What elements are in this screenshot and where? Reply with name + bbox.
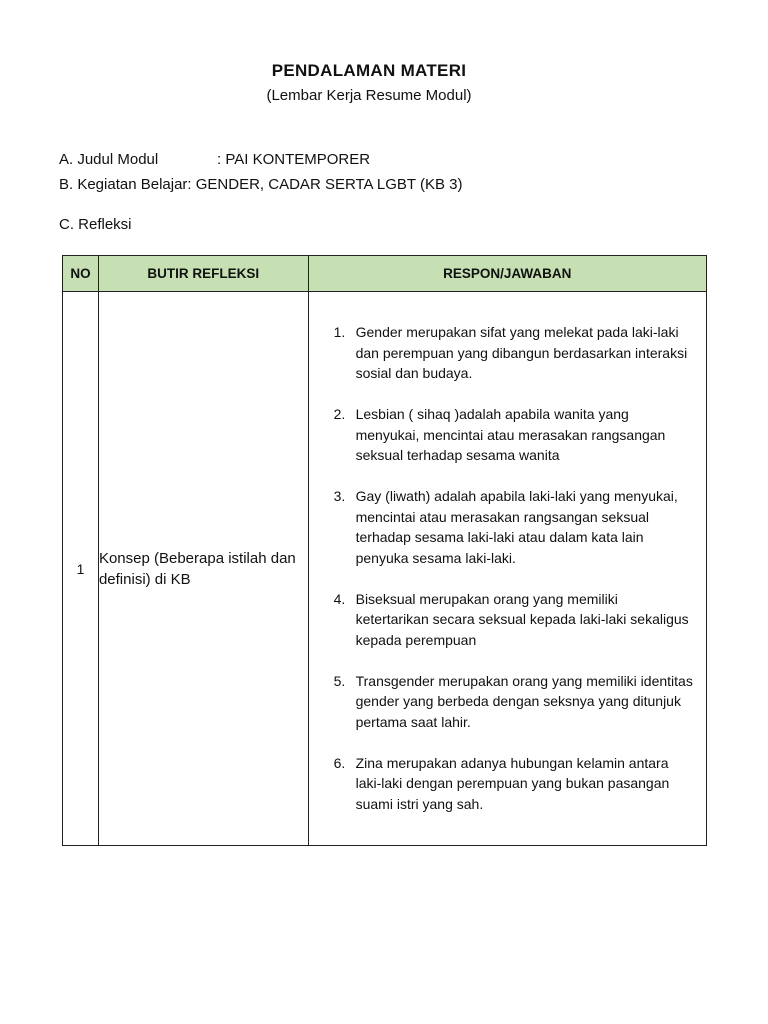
answer-number: 3. bbox=[333, 488, 346, 505]
kegiatan-belajar-label: B. Kegiatan Belajar bbox=[59, 176, 188, 193]
answers-list bbox=[309, 302, 706, 814]
answer-item bbox=[334, 753, 694, 815]
answer-number: 5. bbox=[333, 672, 346, 689]
header-butir-refleksi: BUTIR REFLEKSI bbox=[98, 256, 308, 292]
answer-number: 1. bbox=[333, 324, 346, 341]
answer-item bbox=[334, 486, 694, 568]
header-respon-jawaban: RESPON/JAWABAN bbox=[308, 256, 706, 292]
judul-modul-value: : PAI KONTEMPORER bbox=[217, 151, 371, 168]
answer-item bbox=[334, 589, 694, 651]
answer-number: 2. bbox=[333, 406, 346, 423]
respon-jawaban-cell bbox=[308, 292, 706, 846]
answer-text: Biseksual merupakan orang yang memiliki ketertarikan secara seksual kepada laki-laki sekaligus kepada perempuan bbox=[355, 590, 689, 648]
butir-refleksi-cell: Konsep (Beberapa istilah dan definisi) di KB bbox=[98, 292, 308, 846]
row-number: 1 bbox=[63, 292, 99, 846]
answer-number: 6. bbox=[333, 754, 346, 771]
answer-number: 4. bbox=[333, 590, 346, 607]
table-row bbox=[63, 292, 707, 846]
document-title: PENDALAMAN MATERI bbox=[271, 61, 467, 80]
answer-text: Lesbian ( sihaq )adalah apabila wanita yang menyukai, mencintai atau merasakan rangsangan seksual terhadap sesama wanita bbox=[355, 406, 666, 464]
table-header-row bbox=[63, 256, 707, 292]
answer-text: Transgender merupakan orang yang memiliki identitas gender yang berbeda dengan seksnya yang ditunjuk pertama saat lahir. bbox=[355, 672, 693, 730]
answer-text: Gay (liwath) adalah apabila laki-laki yang menyukai, mencintai atau merasakan rangsangan seksual terhadap sesama laki-laki atau dalam kata lain penyuka sesama laki-laki. bbox=[355, 488, 678, 566]
answer-item bbox=[334, 322, 694, 384]
refleksi-label: C. Refleksi bbox=[59, 216, 132, 233]
header-no: NO bbox=[63, 256, 99, 292]
kegiatan-belajar-value: : GENDER, CADAR SERTA LGBT (KB 3) bbox=[187, 176, 463, 193]
refleksi-table bbox=[62, 255, 707, 846]
answer-text: Gender merupakan sifat yang melekat pada laki-laki dan perempuan yang dibangun berdasarkan interaksi sosial dan budaya. bbox=[355, 324, 688, 382]
answer-item bbox=[334, 404, 694, 466]
judul-modul-row bbox=[59, 151, 370, 168]
answer-text: Zina merupakan adanya hubungan kelamin antara laki-laki dengan perempuan yang bukan pasangan suami istri yang sah. bbox=[355, 754, 670, 812]
judul-modul-label: A. Judul Modul bbox=[59, 151, 159, 168]
document-subtitle: (Lembar Kerja Resume Modul) bbox=[266, 87, 472, 104]
kegiatan-belajar-row bbox=[59, 176, 463, 193]
answer-item bbox=[334, 671, 694, 733]
